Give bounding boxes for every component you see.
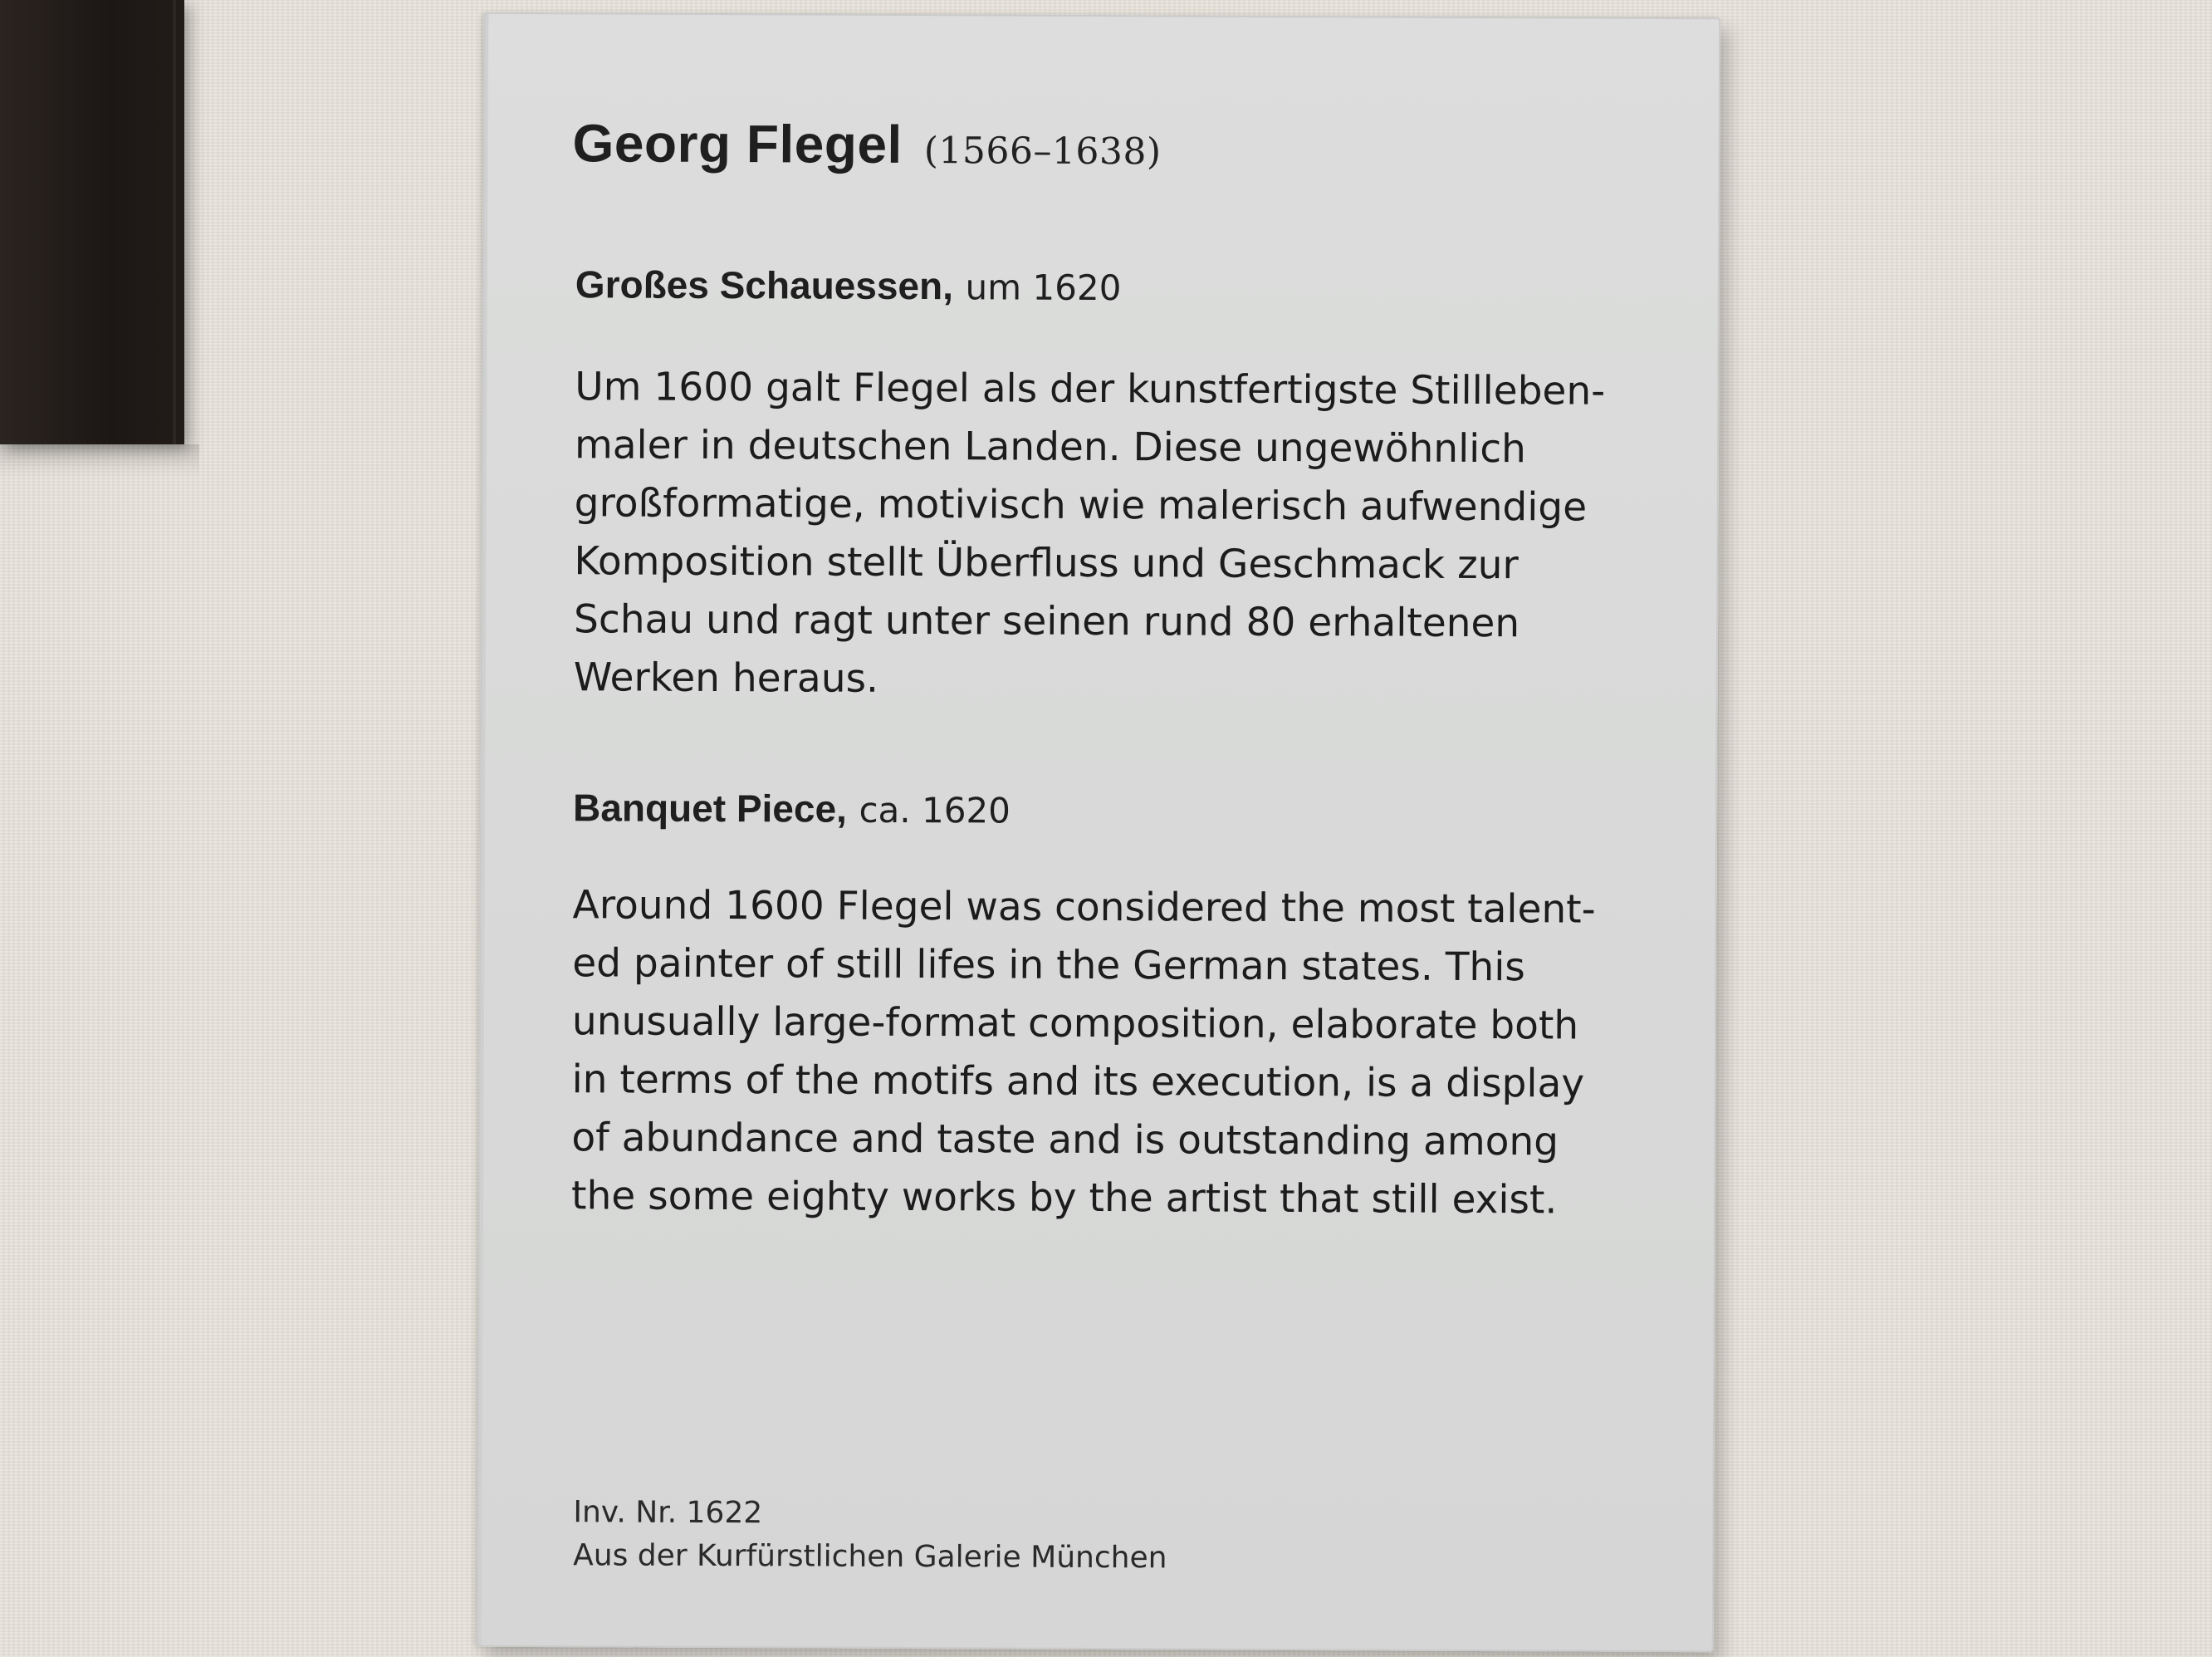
label-footer bbox=[573, 1491, 1167, 1580]
german-date: um 1620 bbox=[965, 267, 1122, 309]
german-line: Komposition stellt Überfluss und Geschmack zur bbox=[574, 538, 1519, 589]
english-line: Around 1600 Flegel was considered the most talent- bbox=[572, 882, 1596, 933]
english-work-title bbox=[573, 785, 1011, 831]
english-description bbox=[571, 876, 1652, 1230]
provenance-note: Aus der Kurfürstlichen Galerie München bbox=[573, 1538, 1167, 1576]
german-line: Werken heraus. bbox=[573, 654, 879, 702]
german-description bbox=[574, 358, 1655, 712]
german-work-title bbox=[575, 262, 1122, 309]
english-line: in terms of the motifs and its execution, is a display bbox=[571, 1056, 1585, 1107]
german-line: großformatige, motivisch wie malerisch aufwendige bbox=[574, 480, 1588, 531]
german-title: Großes Schauessen, bbox=[575, 262, 954, 308]
artist-dates: (1566–1638) bbox=[923, 130, 1162, 174]
english-line: unusually large-format composition, elaborate both bbox=[571, 998, 1579, 1049]
english-title: Banquet Piece, bbox=[573, 786, 848, 831]
artist-heading bbox=[572, 112, 1161, 176]
german-line: maler in deutschen Landen. Diese ungewöhnlich bbox=[574, 422, 1527, 473]
artist-name: Georg Flegel bbox=[572, 113, 903, 174]
english-date: ca. 1620 bbox=[859, 789, 1011, 831]
museum-label-plaque bbox=[477, 12, 1721, 1652]
english-line: the some eighty works by the artist that still exist. bbox=[570, 1173, 1558, 1223]
english-line: ed painter of still lifes in the German states. This bbox=[572, 940, 1525, 991]
english-line: of abundance and taste and is outstanding among bbox=[571, 1115, 1559, 1165]
german-line: Schau und ragt unter seinen rund 80 erhaltenen bbox=[573, 596, 1520, 647]
inventory-number: Inv. Nr. 1622 bbox=[573, 1495, 763, 1531]
picture-frame-edge bbox=[0, 0, 184, 444]
german-line: Um 1600 galt Flegel als der kunstfertigste Stillleben- bbox=[575, 364, 1606, 414]
frame-shadow bbox=[0, 444, 199, 478]
